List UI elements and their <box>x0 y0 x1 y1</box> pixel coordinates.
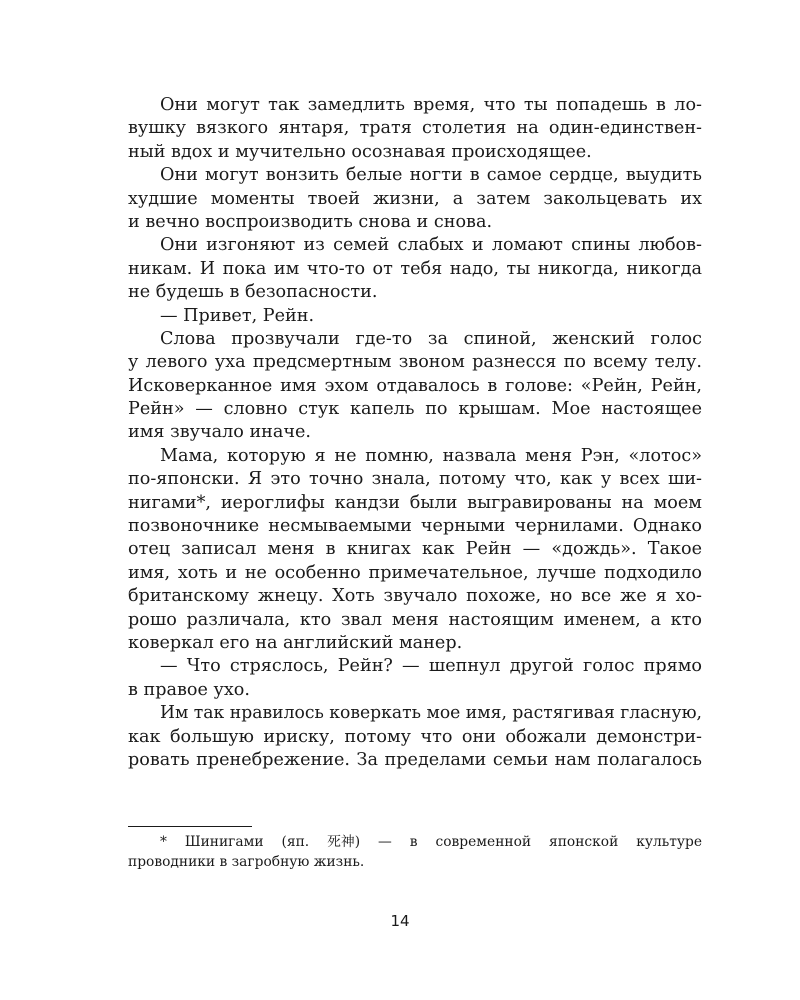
paragraph-first-line: — Что стряслось, Рейн? — шепнул другой голос прямо <box>160 656 702 677</box>
paragraph-first-line: Они изгоняют из семей слабых и ломают спины любов- <box>160 235 702 256</box>
paragraph-line: в правое ухо. <box>128 679 250 700</box>
paragraph-line: позвоночнике несмываемыми черными чернилами. Однако <box>128 516 702 537</box>
paragraph-first-line: Они могут так замедлить время, что ты попадешь в ло- <box>160 95 702 115</box>
paragraph-line: Рейн» — словно стук капель по крышам. Мое настоящее <box>128 399 702 420</box>
paragraph-first-line: Они могут вонзить белые ногти в самое сердце, выудить <box>160 165 702 186</box>
paragraph-line: коверкал его на английский манер. <box>128 632 463 653</box>
paragraph-line: и вечно воспроизводить снова и снова. <box>128 211 493 232</box>
body-text <box>128 94 702 772</box>
paragraph-line: не будешь в безопасности. <box>128 282 378 303</box>
paragraph-first-line: — Привет, Рейн. <box>160 305 315 326</box>
paragraph-line: рошо различала, кто звал меня настоящим именем, а кто <box>128 609 702 630</box>
paragraph-first-line: Слова прозвучали где-то за спиной, женский голос <box>160 328 702 349</box>
paragraph-line: ный вдох и мучительно осознавая происходящее. <box>128 141 592 162</box>
footnote <box>128 832 702 872</box>
paragraph-line: ровать пренебрежение. За пределами семьи нам полагалось <box>128 749 702 770</box>
paragraph-first-line: Им так нравилось коверкать мое имя, растягивая гласную, <box>160 703 702 724</box>
paragraph-line: Исковерканное имя эхом отдавалось в голове: «Рейн, Рейн, <box>128 375 702 396</box>
paragraph-line: никам. И пока им что-то от тебя надо, ты никогда, никогда <box>128 258 702 279</box>
page-number: 14 <box>390 912 410 930</box>
footnote-line: проводники в загробную жизнь. <box>128 854 365 870</box>
paragraph-line: имя, хоть и не особенно примечательное, лучше подходило <box>128 562 702 583</box>
paragraph-line: британскому жнецу. Хоть звучало похоже, но все же я хо- <box>128 586 702 607</box>
paragraph-line: нигами*, иероглифы кандзи были выгравированы на моем <box>128 492 702 513</box>
footnote-divider <box>128 826 252 827</box>
paragraph-line: как большую ириску, потому что они обожали демонстри- <box>128 726 702 747</box>
paragraph-first-line: Мама, которую я не помню, назвала меня Рэн, «лотос» <box>160 445 702 466</box>
paragraph-line: по-японски. Я это точно знала, потому что, как у всех ши- <box>128 469 702 490</box>
paragraph-line: отец записал меня в книгах как Рейн — «дождь». Такое <box>128 539 702 560</box>
paragraph-line: имя звучало иначе. <box>128 422 312 443</box>
paragraph-line: у левого уха предсмертным звоном разнесся по всему телу. <box>128 352 702 373</box>
paragraph-line: вушку вязкого янтаря, тратя столетия на один-единствен- <box>128 118 702 139</box>
paragraph-line: худшие моменты твоей жизни, а затем закольцевать их <box>128 188 702 209</box>
footnote-line: * Шинигами (яп. 死神) — в современной японской культуре <box>160 834 702 850</box>
